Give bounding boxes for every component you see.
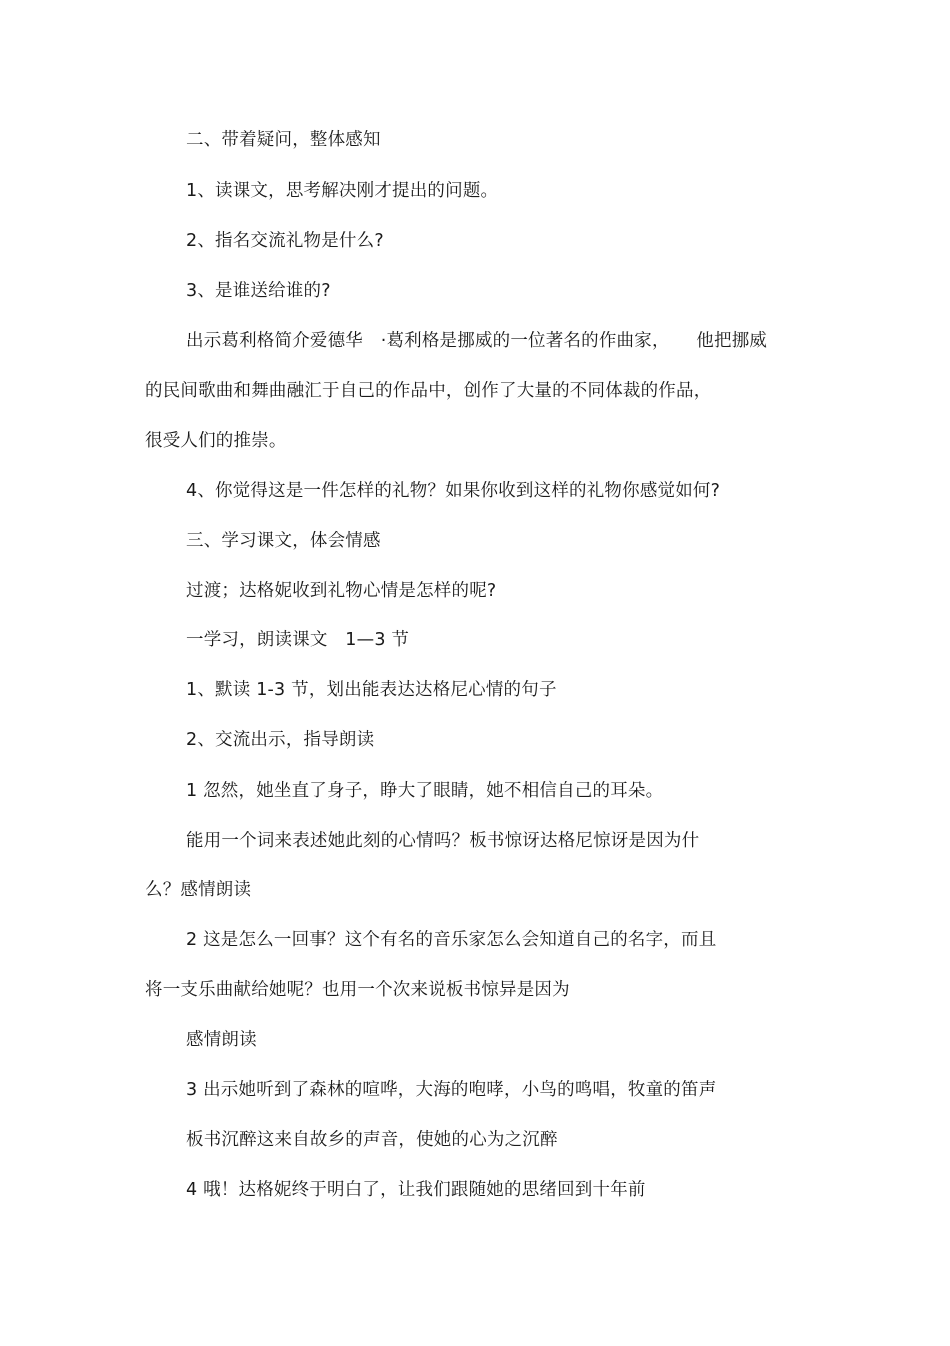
- transition-line: 过渡；达格妮收到礼物心情是怎样的呢?: [186, 581, 497, 601]
- step-1: 1、读课文，思考解决刚才提出的问题。: [186, 181, 499, 201]
- step-4: 4、你觉得这是一件怎样的礼物？如果你收到这样的礼物你感觉如何?: [186, 481, 721, 501]
- question-line-2: 么？感情朗读: [145, 880, 252, 900]
- quote-2-line-1: 2 这是怎么一回事？这个有名的音乐家怎么会知道自己的名字，而且: [186, 930, 717, 950]
- section-heading-3: 三、学习课文，体会情感: [186, 531, 381, 551]
- emotional-reading: 感情朗读: [186, 1030, 257, 1050]
- quote-4: 4 哦！达格妮终于明白了，让我们跟随她的思绪回到十年前: [186, 1180, 646, 1200]
- step-2: 2、指名交流礼物是什么?: [186, 231, 384, 251]
- composer-intro-line-3: 很受人们的推崇。: [145, 431, 287, 451]
- reading-step-2: 2、交流出示，指导朗读: [186, 730, 375, 750]
- sub-heading-reading: 一学习，朗读课文 1—3 节: [186, 630, 410, 650]
- quote-1: 1 忽然，她坐直了身子，睁大了眼睛，她不相信自己的耳朵。: [186, 781, 664, 801]
- composer-intro-line-1: 出示葛利格简介爱德华 ·葛利格是挪威的一位著名的作曲家， 他把挪威: [186, 331, 768, 351]
- step-3: 3、是谁送给谁的?: [186, 281, 331, 301]
- quote-2-line-2: 将一支乐曲献给她呢？也用一个次来说板书惊异是因为: [145, 980, 570, 1000]
- section-heading-2: 二、带着疑问，整体感知: [186, 130, 381, 150]
- reading-step-1: 1、默读 1-3 节，划出能表达达格尼心情的句子: [186, 680, 557, 700]
- board-note-3: 板书沉醉这来自故乡的声音，使她的心为之沉醉: [186, 1130, 558, 1150]
- composer-intro-line-2: 的民间歌曲和舞曲融汇于自己的作品中，创作了大量的不同体裁的作品，: [145, 381, 712, 401]
- quote-3: 3 出示她听到了森林的喧哗，大海的咆哮，小鸟的鸣唱，牧童的笛声: [186, 1080, 717, 1100]
- question-line-1: 能用一个词来表述她此刻的心情吗？板书惊讶达格尼惊讶是因为什: [186, 831, 700, 851]
